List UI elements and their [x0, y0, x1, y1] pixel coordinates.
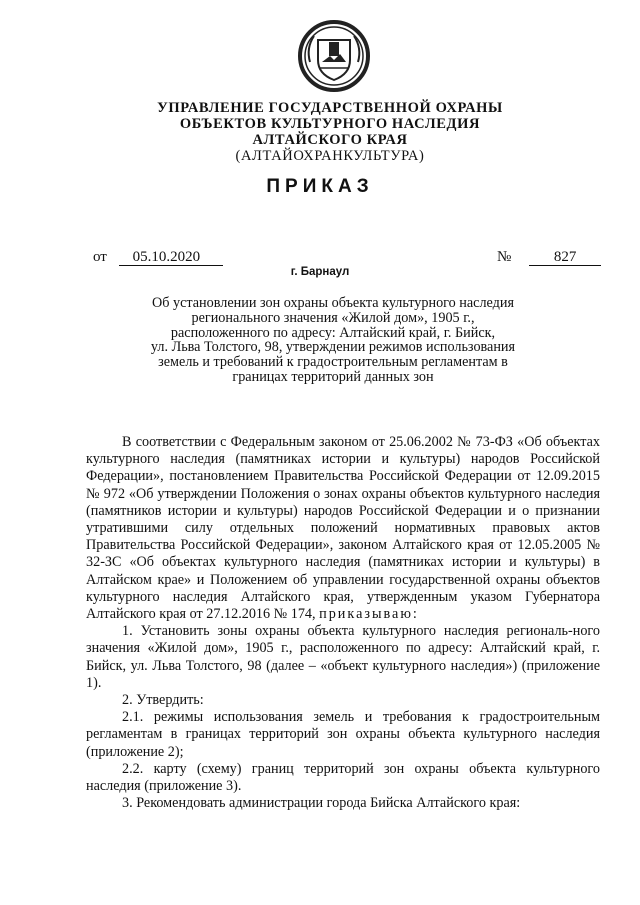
date-value: 05.10.2020 — [119, 250, 223, 266]
prikazyvayu-text: приказываю: — [319, 606, 419, 623]
subject-line: расположенного по адресу: Алтайский край, г. Бийск, — [170, 324, 496, 341]
preamble-paragraph — [86, 434, 600, 623]
subject-line: границах территорий данных зон — [232, 368, 434, 385]
subject-line: ул. Льва Толстого, 98, утверждении режимов использования — [150, 339, 516, 356]
number-label: № — [497, 249, 512, 265]
coat-of-arms-emblem — [296, 18, 372, 94]
preamble-text: В соответствии с Федеральным законом от 25.06.2002 № 73-ФЗ «Об объектах культурного наследия (памятниках истории и культуры) народов Российской Федерации», постановлением Правительства Российской Федерации от 12.09.2015 № 972 «Об утверждении Положения о зонах охраны объектов культурного наследия (памятников истории и культуры) народов Российской Федерации и о признании утратившими силу отдельных положений нормативных правовых актов Правительства Российской Федерации», законом Алтайского края от 12.05.2005 № 32-ЗС «Об объектах культурного наследия (памятниках истории и культуры) в Алтайском крае» и Положением об управлении государственной охраны объектов культурного наследия Алтайского края, утвержденным указом Губернатора Алтайского края от 27.12.2016 № 174, — [86, 434, 600, 623]
order-subject — [150, 296, 516, 385]
item-1: 1. Установить зоны охраны объекта культурного наследия региональ-ного значения «Жилой дом», 1905 г., расположенного по адресу: Алтайский край, г. Бийск, ул. Льва Толстого, 98 (далее – «объект культурного наследия») (приложение 1). — [86, 623, 600, 691]
subject-line: земель и требований к градостроительным регламентам в — [158, 354, 508, 371]
number-field — [497, 249, 601, 266]
header-line: (АЛТАЙОХРАНКУЛЬТУРА) — [235, 148, 425, 164]
header-line: АЛТАЙСКОГО КРАЯ — [252, 132, 408, 148]
item-2-2: 2.2. карту (схему) границ территорий зон охраны объекта культурного наследия (приложение 3). — [86, 760, 600, 795]
document-title: ПРИКАЗ — [266, 176, 374, 197]
city-name: г. Барнаул — [290, 266, 350, 278]
item-2: 2. Утвердить: — [122, 692, 204, 709]
item-2-1: 2.1. режимы использования земель и требования к градостроительным регламентам в границах территорий зон охраны объекта культурного наследия (приложение 2); — [86, 709, 600, 760]
date-field — [93, 249, 223, 266]
subject-line: Об установлении зон охраны объекта культурного наследия — [151, 295, 514, 311]
header-line: ОБЪЕКТОВ КУЛЬТУРНОГО НАСЛЕДИЯ — [179, 116, 481, 132]
item-3: 3. Рекомендовать администрации города Бийска Алтайского края: — [122, 795, 521, 812]
order-body — [86, 434, 600, 812]
subject-line: регионального значения «Жилой дом», 1905 г., — [191, 309, 475, 326]
agency-header — [140, 100, 520, 164]
number-value: 827 — [529, 250, 601, 266]
header-line: УПРАВЛЕНИЕ ГОСУДАРСТВЕННОЙ ОХРАНЫ — [157, 100, 503, 116]
date-label: от — [93, 249, 107, 265]
